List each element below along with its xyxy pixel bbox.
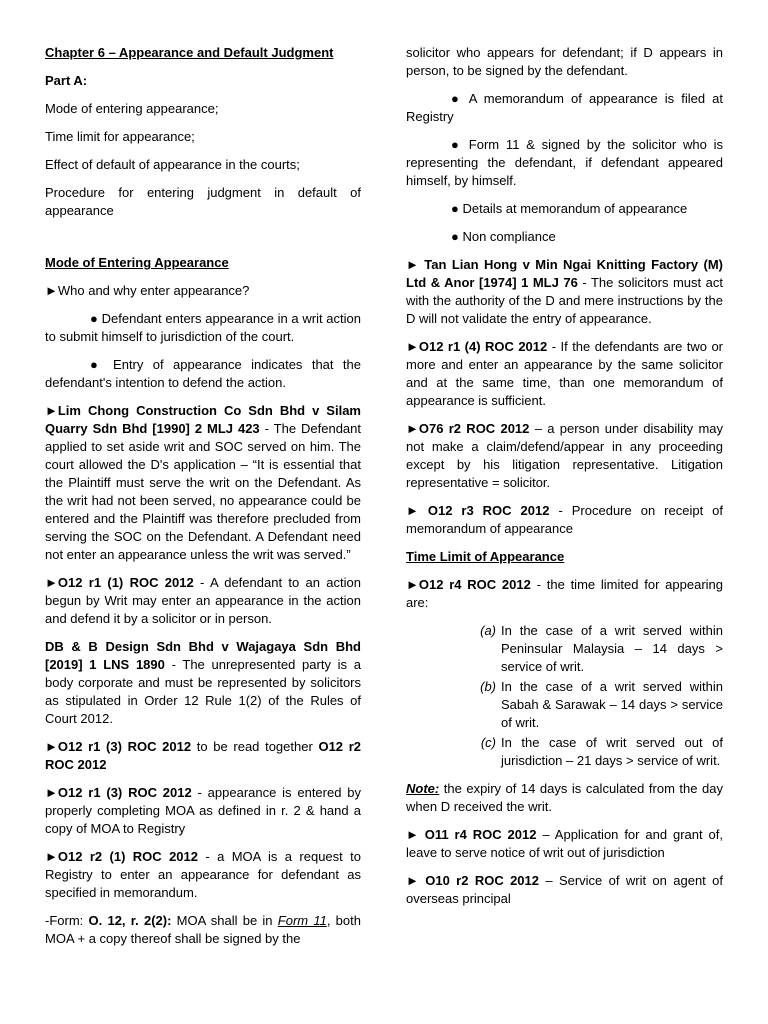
- time-limit-heading: Time Limit of Appearance: [406, 549, 565, 564]
- list-text: In the case of a writ served within Sabah & Sarawak – 14 days > service of writ.: [501, 679, 723, 730]
- list-text: In the case of writ served out of jurisdiction – 21 days > service of writ.: [501, 735, 723, 768]
- case-tan-lian-hong: ► Tan Lian Hong v Min Ngai Knitting Factory (M) Ltd & Anor [1974] 1 MLJ 76 - The solicitors must act with the authority of the D and mere instructions by the D will not validate the entry of appearance.: [406, 257, 723, 326]
- list-marker: (c): [480, 735, 496, 750]
- rule-o12-r1-3-read-with: ►O12 r1 (3) ROC 2012 to be read together O12 r2 ROC 2012: [45, 739, 361, 772]
- rule-o10-r2: ► O10 r2 ROC 2012 – Service of writ on agent of overseas principal: [406, 873, 723, 906]
- list-marker: (a): [480, 623, 496, 638]
- case-lim-chong: ►Lim Chong Construction Co Sdn Bhd v Silam Quarry Sdn Bhd [1990] 2 MLJ 423 - The Defendant applied to set aside writ and SOC served on him. The court allowed the D's application – “It is essential that the Plaintiff must serve the writ on the Defendant. As the writ had not been served, no appearance could be entered and the Plaintiff was therefore precluded from serving the SOC on the Defendant. A Defendant need not enter an appearance unless the writ was served.”: [45, 403, 361, 562]
- case-db-design: DB & B Design Sdn Bhd v Wajagaya Sdn Bhd [2019] 1 LNS 1890 - The unrepresented party is a body corporate and must be represented by solicitors as stipulated in Order 12 Rule 1(2) of the Rules of Court 2012.: [45, 639, 361, 726]
- rule-o12-r4: ►O12 r4 ROC 2012 - the time limited for appearing are:: [406, 577, 724, 610]
- bullet-defendant-enters: ● Defendant enters appearance in a writ action to submit himself to jurisdiction of the court.: [45, 311, 361, 344]
- left-column: [45, 44, 361, 958]
- rule-o11-r4: ► O11 r4 ROC 2012 – Application for and grant of, leave to serve notice of writ out of jurisdiction: [406, 827, 723, 860]
- bullet-form-11: ● Form 11 & signed by the solicitor who is representing the defendant, if defendant appeared himself, by himself.: [406, 137, 723, 188]
- mode-heading: Mode of Entering Appearance: [45, 255, 229, 270]
- list-item: [406, 678, 723, 732]
- section-spacer: [45, 230, 361, 254]
- rule-o12-r1-3: ►O12 r1 (3) ROC 2012 - appearance is entered by properly completing MOA as defined in r. 2 & hand a copy of MOA to Registry: [45, 785, 361, 836]
- topic-item: Time limit for appearance;: [45, 129, 195, 144]
- list-item: [406, 622, 723, 676]
- who-why-question: ►Who and why enter appearance?: [45, 283, 250, 298]
- bullet-non-compliance: ● Non compliance: [451, 229, 556, 244]
- bullet-moa-filed: ● A memorandum of appearance is filed at Registry: [406, 91, 723, 124]
- chapter-title: Chapter 6 – Appearance and Default Judgment: [45, 45, 334, 60]
- list-marker: (b): [480, 679, 496, 694]
- rule-o12-r1-4: ►O12 r1 (4) ROC 2012 - If the defendants are two or more and enter an appearance by the same solicitor and at the same time, than one memorandum of appearance is sufficient.: [406, 339, 724, 408]
- list-item: [406, 734, 723, 770]
- topic-item: Mode of entering appearance;: [45, 101, 219, 116]
- topic-item: Effect of default of appearance in the courts;: [45, 157, 300, 172]
- list-text: In the case of a writ served within Peninsular Malaysia – 14 days > service of writ.: [501, 623, 723, 674]
- note: Note: the expiry of 14 days is calculated from the day when D received the writ.: [406, 781, 723, 814]
- form-requirement: -Form: O. 12, r. 2(2): MOA shall be in Form 11, both MOA + a copy thereof shall be signed by the: [45, 913, 361, 946]
- part-label: Part A:: [45, 73, 88, 88]
- time-limit-list: [406, 622, 723, 770]
- topic-item: Procedure for entering judgment in default of appearance: [45, 185, 361, 218]
- bullet-details: ● Details at memorandum of appearance: [451, 201, 688, 216]
- rule-o12-r1-1: ►O12 r1 (1) ROC 2012 - A defendant to an action begun by Writ may enter an appearance in the action and defend it by a solicitor or in person.: [45, 575, 362, 626]
- continued-text: solicitor who appears for defendant; if D appears in person, to be signed by the defendant.: [406, 45, 723, 78]
- right-column: [406, 44, 723, 918]
- bullet-entry-intention: ● Entry of appearance indicates that the defendant's intention to defend the action.: [45, 357, 361, 390]
- rule-o12-r2-1: ►O12 r2 (1) ROC 2012 - a MOA is a request to Registry to enter an appearance for defendant as specified in memorandum.: [45, 849, 362, 900]
- rule-o76-r2: ►O76 r2 ROC 2012 – a person under disability may not make a claim/defend/appear in any proceeding except by his litigation representative. Litigation representative = solicitor.: [406, 421, 724, 490]
- rule-o12-r3: ► O12 r3 ROC 2012 - Procedure on receipt of memorandum of appearance: [406, 503, 723, 536]
